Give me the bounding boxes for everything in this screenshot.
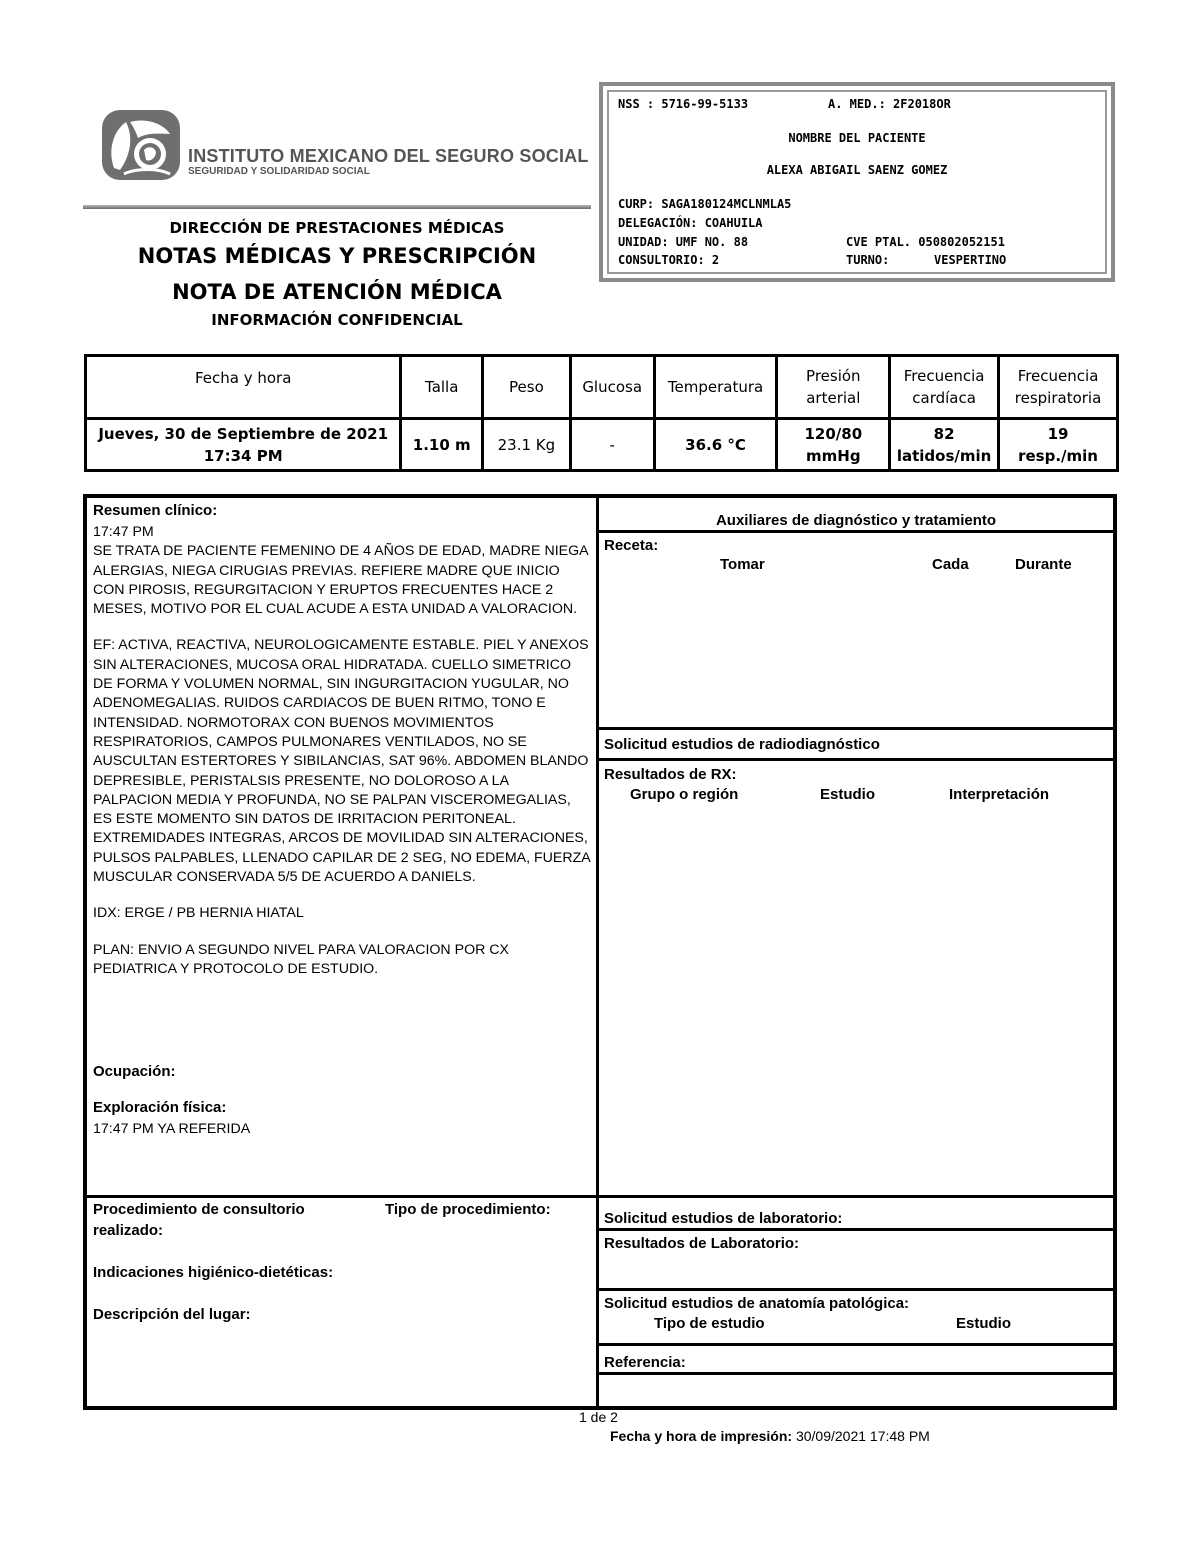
vitals-fr-line2: resp./min xyxy=(1018,446,1098,465)
vitals-header-glucosa-text: Glucosa xyxy=(582,378,643,396)
lab-solicitud-label: Solicitud estudios de laboratorio: xyxy=(604,1210,843,1227)
patient-nss: NSS : 5716-99-5133 xyxy=(618,97,749,111)
vitals-header-glucosa xyxy=(570,356,654,419)
ocupacion-label: Ocupación: xyxy=(93,1063,176,1080)
receta-col-durante: Durante xyxy=(1015,556,1072,573)
print-date-label: Fecha y hora de impresión: xyxy=(610,1428,793,1444)
patient-name: ALEXA ABIGAIL SAENZ GOMEZ xyxy=(766,163,948,177)
page-title: NOTAS MÉDICAS Y PRESCRIPCIÓN xyxy=(137,244,537,268)
rule-lab-solicitud-bottom xyxy=(599,1228,1113,1231)
patient-curp: CURP: SAGA180124MCLNMLA5 xyxy=(618,197,792,211)
vitals-header-row xyxy=(86,356,1118,419)
vitals-header-fr-line1: Frecuencia xyxy=(1017,367,1099,385)
receta-col-cada: Cada xyxy=(932,556,969,573)
rx-col-grupo: Grupo o región xyxy=(630,786,739,803)
page-number: 1 de 2 xyxy=(579,1409,618,1425)
vitals-data-row xyxy=(86,419,1118,471)
patologia-label: Solicitud estudios de anatomía patológica: xyxy=(604,1295,910,1312)
vitals-fc-line2: latidos/min xyxy=(896,446,992,465)
tipo-procedimiento-label: Tipo de procedimiento: xyxy=(385,1201,551,1218)
vitals-fc-line1: 82 xyxy=(933,424,955,443)
rule-aux-title xyxy=(599,530,1113,533)
rule-patologia-bottom xyxy=(599,1343,1113,1346)
print-date xyxy=(610,1428,930,1444)
vitals-fr-line1: 19 xyxy=(1047,424,1069,443)
rx-results-label: Resultados de RX: xyxy=(604,766,737,783)
procedimiento-label: Procedimiento de consultorio xyxy=(93,1201,305,1218)
resumen-paragraph-1: SE TRATA DE PACIENTE FEMENINO DE 4 AÑOS DE EDAD, MADRE NIEGA ALERGIAS, NIEGA CIRUGIAS PREVIAS. REFIERE MADRE QUE INICIO CON PIROSIS, REGURGITACION Y ERUPTOS FRECUENTES HACE 2 MESES, MOTIVO POR EL CUAL ACUDE A ESTA UNIDAD A VALORACION. xyxy=(93,543,588,618)
vitals-header-fecha xyxy=(86,356,401,419)
rule-receta-bottom xyxy=(599,727,1113,730)
patient-turno-label: TURNO: xyxy=(846,253,890,267)
logo-subtitle: SEGURIDAD Y SOLIDARIDAD SOCIAL xyxy=(188,166,370,177)
rx-col-estudio: Estudio xyxy=(820,786,875,803)
indicaciones-label: Indicaciones higiénico-dietéticas: xyxy=(93,1264,334,1281)
resumen-paragraph-3: IDX: ERGE / PB HERNIA HIATAL xyxy=(93,905,304,922)
vitals-header-presion-line1: Presión xyxy=(806,367,861,385)
vitals-presion-line1: 120/80 xyxy=(804,424,863,443)
print-date-value: 30/09/2021 17:48 PM xyxy=(795,1428,930,1444)
lab-resultados-label: Resultados de Laboratorio: xyxy=(604,1235,800,1252)
direction-heading: DIRECCIÓN DE PRESTACIONES MÉDICAS xyxy=(169,219,505,237)
receta-col-tomar: Tomar xyxy=(720,556,765,573)
patient-cve-ptal: CVE PTAL. 050802052151 xyxy=(846,235,1005,249)
vitals-presion xyxy=(777,419,890,471)
descripcion-lugar-label: Descripción del lugar: xyxy=(93,1306,251,1323)
logo-title: INSTITUTO MEXICANO DEL SEGURO SOCIAL xyxy=(188,146,589,166)
vitals-temperatura xyxy=(654,419,777,471)
patologia-col-tipo: Tipo de estudio xyxy=(654,1315,765,1332)
radio-solicitud-label: Solicitud estudios de radiodiagnóstico xyxy=(604,736,880,753)
vitals-fr xyxy=(999,419,1118,471)
rule-radio-bottom xyxy=(599,758,1113,761)
patient-amed: A. MED.: 2F2018OR xyxy=(828,97,951,111)
vitals-fecha-line2: 17:34 PM xyxy=(203,446,283,465)
exploracion-text: 17:47 PM YA REFERIDA xyxy=(93,1121,251,1137)
vitals-header-fecha-text: Fecha y hora xyxy=(194,369,292,387)
vitals-header-talla xyxy=(401,356,483,419)
receta-label: Receta: xyxy=(604,537,659,554)
vitals-header-temperatura-text: Temperatura xyxy=(667,378,764,396)
exploracion-label: Exploración física: xyxy=(93,1099,227,1116)
resumen-paragraph-4: PLAN: ENVIO A SEGUNDO NIVEL PARA VALORACION POR CX PEDIATRICA Y PROTOCOLO DE ESTUDIO. xyxy=(93,941,510,977)
vitals-header-presion-line2: arterial xyxy=(806,389,861,407)
vitals-header-fr xyxy=(999,356,1118,419)
patient-name-label: NOMBRE DEL PACIENTE xyxy=(788,131,926,145)
rule-referencia-bottom xyxy=(599,1372,1113,1375)
vitals-header-temperatura xyxy=(654,356,777,419)
vitals-fc xyxy=(890,419,999,471)
vitals-header-fc-line1: Frecuencia xyxy=(903,367,985,385)
rule-resumen-bottom xyxy=(87,1195,596,1198)
header-divider xyxy=(83,205,591,209)
confidential-label: INFORMACIÓN CONFIDENCIAL xyxy=(211,311,463,329)
vitals-glucosa xyxy=(570,419,654,471)
vitals-header-peso xyxy=(483,356,571,419)
rule-lab-resultados-bottom xyxy=(599,1288,1113,1291)
vitals-fecha-line1: Jueves, 30 de Septiembre de 2021 xyxy=(98,424,389,443)
patologia-col-estudio: Estudio xyxy=(956,1315,1011,1332)
referencia-label: Referencia: xyxy=(604,1354,686,1371)
vitals-header-peso-text: Peso xyxy=(509,378,544,396)
vitals-peso xyxy=(483,419,571,471)
vitals-fecha xyxy=(86,419,401,471)
column-divider xyxy=(596,498,599,1406)
rx-col-interpretacion: Interpretación xyxy=(949,786,1050,803)
patient-delegacion: DELEGACIÓN: COAHUILA xyxy=(618,216,763,230)
vitals-header-fc xyxy=(890,356,999,419)
vitals-header-talla-text: Talla xyxy=(425,378,459,396)
vitals-talla xyxy=(401,419,483,471)
patient-turno: VESPERTINO xyxy=(934,253,1007,267)
vitals-glucosa-text: - xyxy=(609,435,615,454)
patient-consultorio: CONSULTORIO: 2 xyxy=(618,253,720,267)
procedimiento-label-line2: realizado: xyxy=(93,1222,164,1239)
vitals-header-fc-line2: cardíaca xyxy=(912,389,976,407)
vitals-temperatura-text: 36.6 °C xyxy=(685,435,746,454)
rule-rx-bottom xyxy=(599,1195,1113,1198)
page-subtitle: NOTA DE ATENCIÓN MÉDICA xyxy=(172,280,502,304)
vitals-table xyxy=(84,354,1119,472)
resumen-label: Resumen clínico: xyxy=(93,502,218,519)
vitals-talla-text: 1.10 m xyxy=(412,435,471,454)
vitals-header-presion xyxy=(777,356,890,419)
patient-unidad: UNIDAD: UMF NO. 88 xyxy=(618,235,749,249)
vitals-presion-line2: mmHg xyxy=(806,446,861,465)
resumen-paragraph-2: EF: ACTIVA, REACTIVA, NEUROLOGICAMENTE ESTABLE. PIEL Y ANEXOS SIN ALTERACIONES, MUCOSA ORAL HIDRATADA. CUELLO SIMETRICO DE FORMA Y VOLUMEN NORMAL, SIN INGURGITACION YUGULAR, NO ADENOMEGALIAS. RUIDOS CARDIACOS DE BUEN RITMO, TONO E INTENSIDAD. NORMOTORAX CON BUENOS MOVIMIENTOS RESPIRATORIOS, CAMPOS PULMONARES VENTILADOS, NO SE AUSCULTAN ESTERTORES Y SIBILANCIAS, SAT 96%. ABDOMEN BLANDO DEPRESIBLE, PERISTALSIS PRESENTE, NO DOLOROSO A LA PALPACION MEDIA Y PROFUNDA, NO SE PALPAN VISCEROMEGALIAS, ES ESTE MOMENTO SIN DATOS DE IRRITACION PERITONEAL. EXTREMIDADES INTEGRAS, ARCOS DE MOVILIDAD SIN ALTERACIONES, PULSOS PALPABLES, LLENADO CAPILAR DE 2 SEG, NO EDEMA, FUERZA MUSCULAR CONSERVADA 5/5 DE ACUERDO A DANIELS. xyxy=(93,637,590,886)
resumen-body xyxy=(93,523,591,979)
vitals-peso-text: 23.1 Kg xyxy=(497,435,556,454)
auxiliares-title: Auxiliares de diagnóstico y tratamiento xyxy=(715,512,997,529)
vitals-header-fr-line2: respiratoria xyxy=(1014,389,1102,407)
imss-logo-icon xyxy=(100,108,182,182)
resumen-time: 17:47 PM xyxy=(93,524,154,540)
